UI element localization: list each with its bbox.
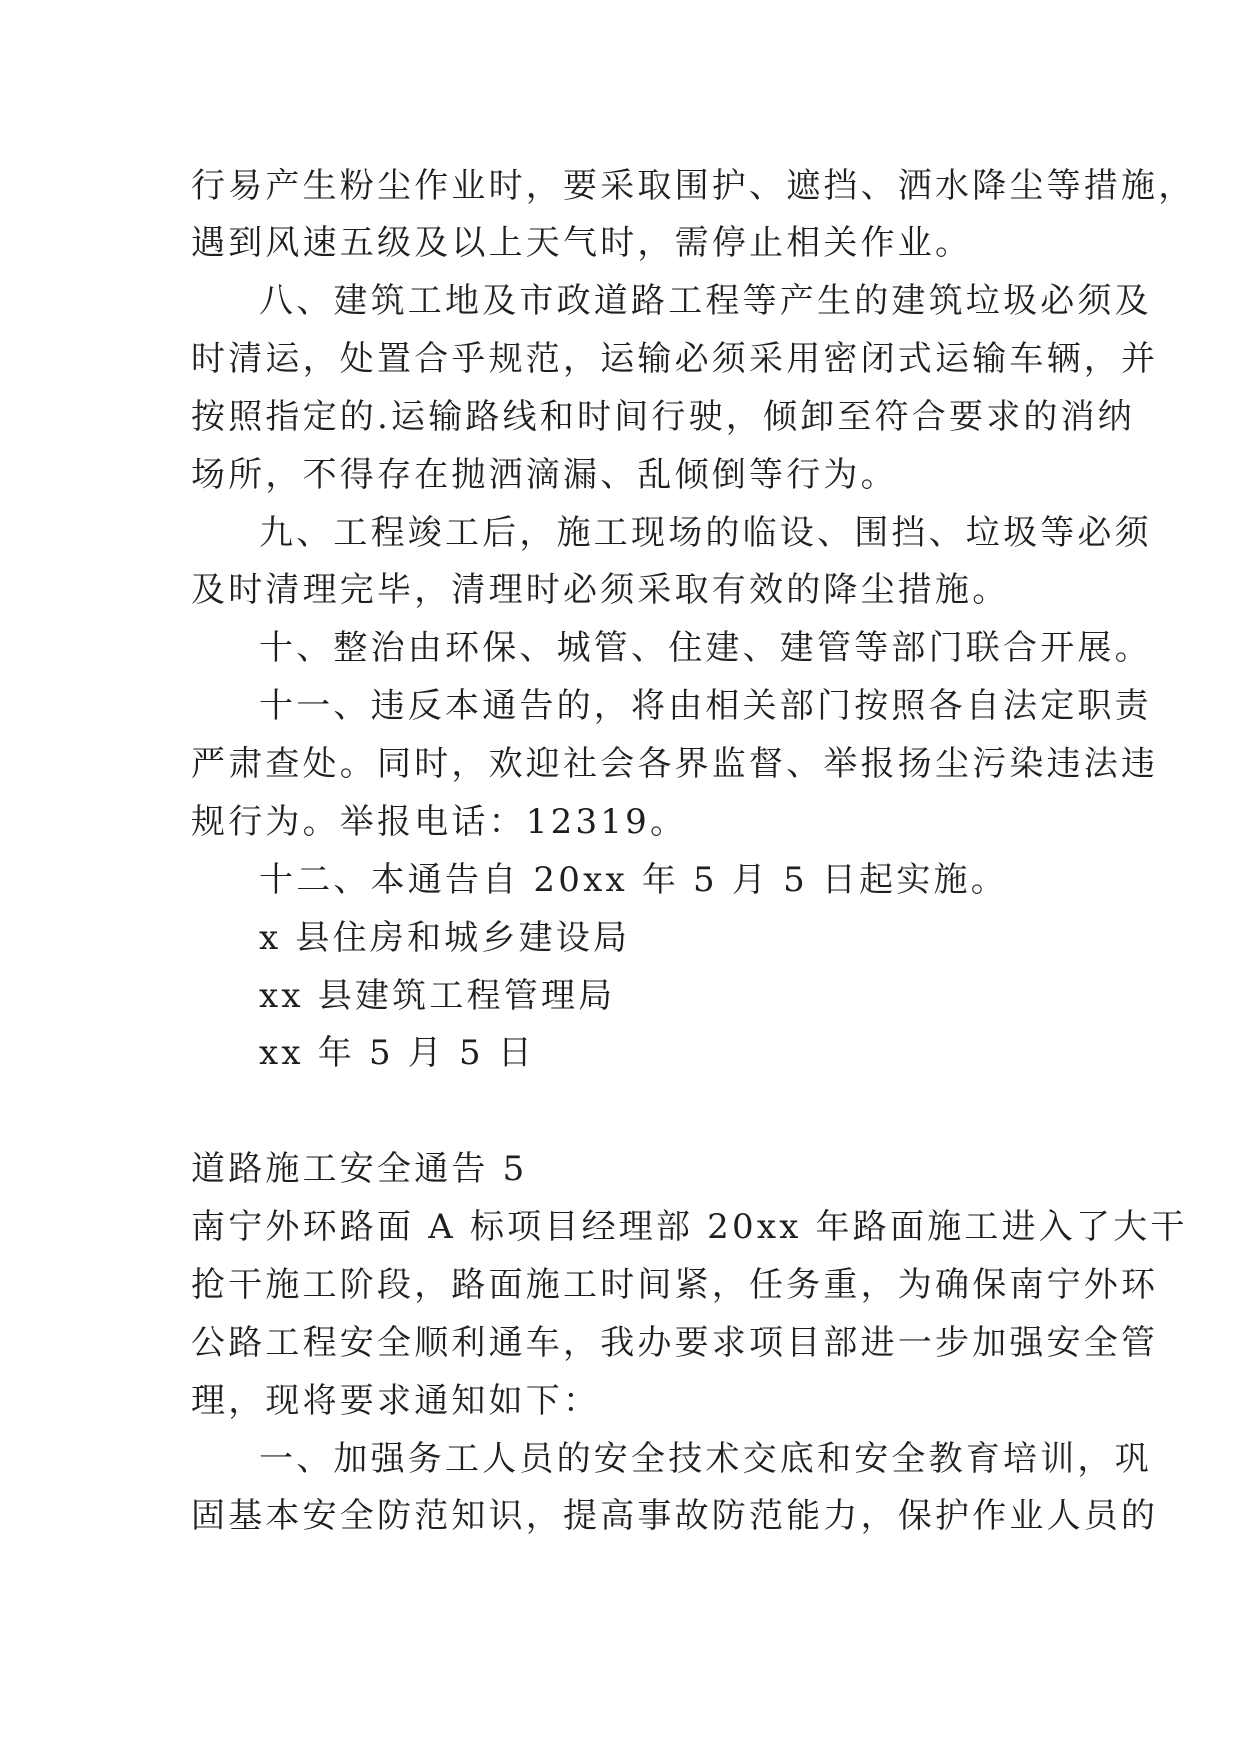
text-line: 理，现将要求通知如下： [191, 1381, 601, 1421]
text-line: 严肃查处。同时，欢迎社会各界监督、举报扬尘污染违法违 [191, 744, 1159, 784]
signature-line: x 县住房和城乡建设局 [259, 918, 631, 958]
text-line: 按照指定的.运输路线和时间行驶，倾卸至符合要求的消纳 [191, 397, 1136, 437]
text-line: 规行为。举报电话：12319。 [191, 802, 688, 842]
text-line: 十一、违反本通告的，将由相关部门按照各自法定职责 [259, 686, 1152, 726]
signature-line: xx 县建筑工程管理局 [259, 976, 616, 1016]
text-line: 九、工程竣工后，施工现场的临设、围挡、垃圾等必须 [259, 513, 1152, 553]
text-line: 公路工程安全顺利通车，我办要求项目部进一步加强安全管 [191, 1323, 1159, 1363]
date-line: xx 年 5 月 5 日 [259, 1033, 536, 1073]
text-line: 行易产生粉尘作业时，要采取围护、遮挡、洒水降尘等措施， [191, 166, 1196, 206]
text-line: 固基本安全防范知识，提高事故防范能力，保护作业人员的 [191, 1496, 1159, 1536]
text-line: 遇到风速五级及以上天气时，需停止相关作业。 [191, 223, 973, 263]
text-line: 抢干施工阶段，路面施工时间紧，任务重，为确保南宁外环 [191, 1265, 1159, 1305]
text-line: 及时清理完毕，清理时必须采取有效的降尘措施。 [191, 570, 1010, 610]
text-line: 一、加强务工人员的安全技术交底和安全教育培训，巩 [259, 1439, 1152, 1479]
text-line: 十、整治由环保、城管、住建、建管等部门联合开展。 [259, 628, 1152, 668]
text-line: 十二、本通告自 20xx 年 5 月 5 日起实施。 [259, 860, 1008, 900]
text-line: 八、建筑工地及市政道路工程等产生的建筑垃圾必须及 [259, 281, 1152, 321]
text-line: 南宁外环路面 A 标项目经理部 20xx 年路面施工进入了大干 [191, 1207, 1188, 1247]
text-line: 时清运，处置合乎规范，运输必须采用密闭式运输车辆，并 [191, 339, 1159, 379]
text-line: 场所，不得存在抛洒滴漏、乱倾倒等行为。 [191, 455, 898, 495]
section-title: 道路施工安全通告 5 [191, 1149, 528, 1189]
